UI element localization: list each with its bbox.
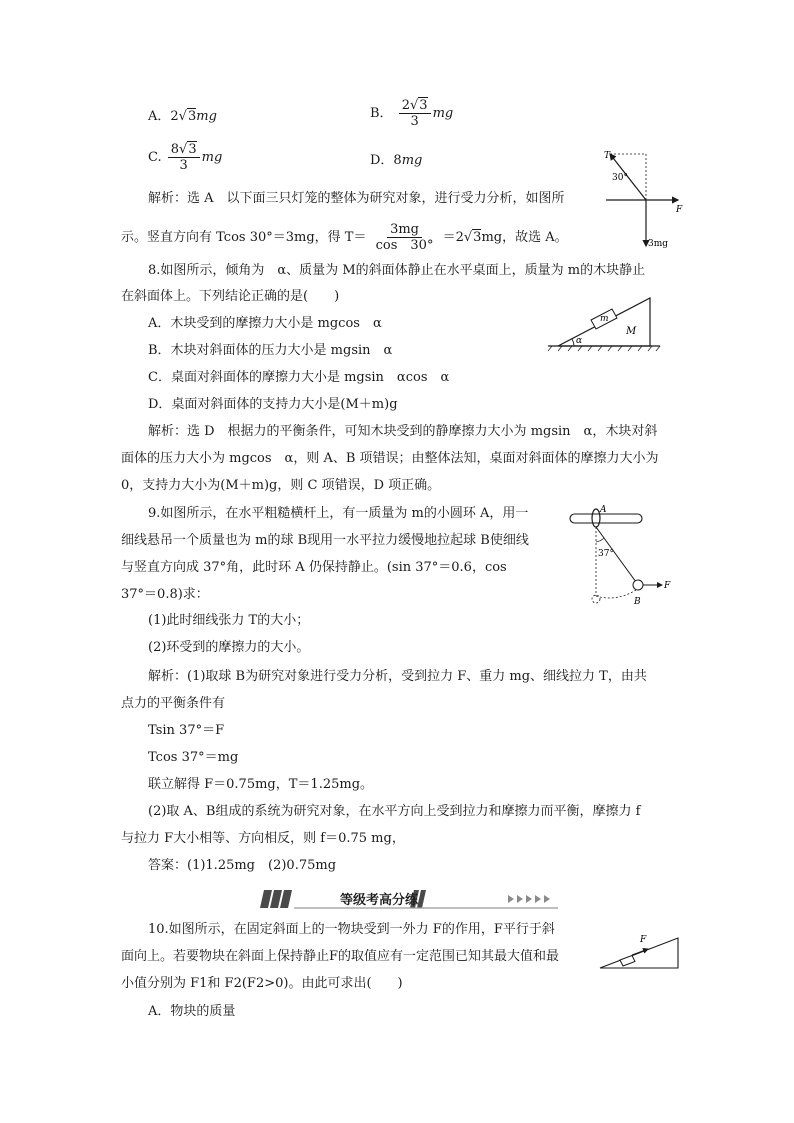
q8-explanation-line2: 面体的压力大小为 mgcos α，则 A、B 项错误；由整体法知，桌面对斜面体的摩擦力大小为 bbox=[121, 451, 659, 466]
q8-option-c: C．桌面对斜面体的摩擦力大小是 mgsin αcos α bbox=[148, 370, 450, 385]
q9-explanation-line4: 与拉力 F大小相等、方向相反，则 f＝0.75 mg， bbox=[121, 831, 405, 846]
q9-explanation-line3: (2)取 A、B组成的系统为研究对象，在水平方向上受到拉力和摩擦力而平衡，摩擦力 f bbox=[148, 804, 641, 819]
q7-explanation-line1: 解析：选 A 以下面三只灯笼的整体为研究对象，进行受力分析，如图所 bbox=[148, 191, 565, 206]
q7-option-b: B． $\frac{2√3}{3}$ mg bbox=[370, 98, 454, 129]
q8-stem-line1: 8.如图所示，倾角为 α、质量为 M的斜面体静止在水平桌面上，质量为 m的木块静止 bbox=[148, 263, 646, 278]
q8-fig-label-alpha: α bbox=[576, 336, 583, 346]
q8-fig-label-m: m bbox=[600, 314, 609, 324]
q8-option-b: B．木块对斜面体的压力大小是 mgsin α bbox=[148, 343, 393, 358]
q9-stem-line4: 37°＝0.8)求： bbox=[121, 587, 209, 602]
q9-fig-label-angle: 37° bbox=[598, 549, 614, 559]
q10-fig-label-f: F bbox=[640, 935, 647, 945]
q7-explanation-line2: 示。竖直方向有 Tcos 30°＝3mg，得 T＝ $\frac{3mg}{\cos 30^\circ}$ ＝2√3mg，故选 A。 bbox=[121, 222, 568, 253]
q9-ring-ball-diagram bbox=[566, 504, 672, 606]
q9-explanation-line2: 点力的平衡条件有 bbox=[121, 696, 226, 711]
q7-force-diagram bbox=[596, 146, 692, 256]
q7-option-d: D．8mg bbox=[370, 153, 423, 168]
q9-stem-line2: 细线悬吊一个质量也为 m的球 B现用一水平拉力缓慢地拉起球 B使细线 bbox=[121, 533, 529, 548]
q7-fig-label-f: F bbox=[676, 205, 683, 215]
q9-equation-1: Tsin 37°＝F bbox=[148, 723, 225, 738]
q8-option-d: D．桌面对斜面体的支持力大小是(M＋m)g bbox=[148, 397, 398, 412]
q8-stem-line2: 在斜面体上。下列结论正确的是( ) bbox=[121, 289, 340, 304]
q8-explanation-line3: 0，支持力大小为(M＋m)g，则 C 项错误，D 项正确。 bbox=[121, 478, 441, 493]
q9-fig-label-b: B bbox=[634, 597, 641, 606]
q10-stem-line2: 面向上。若要物块在斜面上保持静止F的取值应有一定范围已知其最大值和最 bbox=[121, 949, 560, 964]
q10-incline-diagram bbox=[598, 928, 682, 972]
q8-explanation-line1: 解析：选 D 根据力的平衡条件，可知木块受到的静摩擦力大小为 mgsin α，木块对斜 bbox=[148, 424, 658, 439]
q9-stem-line1: 9.如图所示，在水平粗糙横杆上，有一质量为 m的小圆环 A，用一 bbox=[148, 506, 529, 521]
q9-sub2: (2)环受到的摩擦力的大小。 bbox=[148, 640, 310, 655]
q10-option-a: A．物块的质量 bbox=[148, 1004, 236, 1019]
q9-sub1: (1)此时细线张力 T的大小； bbox=[148, 613, 310, 628]
q10-stem-line3: 小值分别为 F1和 F2(F2>0)。由此可求出( ) bbox=[121, 976, 403, 991]
q9-fig-label-a: A bbox=[600, 505, 607, 515]
section-title: 等级考高分练 bbox=[340, 893, 419, 908]
q7-fig-label-angle: 30° bbox=[612, 173, 628, 183]
q8-option-a: A．木块受到的摩擦力大小是 mgcos α bbox=[148, 316, 382, 331]
q9-fig-label-f: F bbox=[664, 581, 671, 591]
q9-equation-3: 联立解得 F＝0.75mg，T＝1.25mg。 bbox=[148, 777, 374, 792]
q9-stem-line3: 与竖直方向成 37°角，此时环 A 仍保持静止。(sin 37°＝0.6，cos bbox=[121, 560, 507, 575]
q10-stem-line1: 10.如图所示，在固定斜面上的一物块受到一外力 F的作用，F平行于斜 bbox=[148, 922, 555, 937]
q9-answer: 答案：(1)1.25mg (2)0.75mg bbox=[148, 858, 337, 873]
q9-explanation-line1: 解析：(1)取球 B为研究对象进行受力分析，受到拉力 F、重力 mg、细线拉力 T，由共 bbox=[148, 669, 647, 684]
q7-option-a: A．2√3mg bbox=[148, 109, 217, 124]
q7-fig-label-t: T bbox=[604, 151, 611, 161]
q8-fig-label-big-m: M bbox=[626, 326, 637, 337]
q7-option-c: C. $\frac{8√3}{3}$ mg bbox=[148, 142, 223, 173]
q8-incline-diagram bbox=[548, 294, 664, 352]
q9-equation-2: Tcos 37°＝mg bbox=[148, 750, 239, 765]
q7-fig-label-weight: 3mg bbox=[648, 239, 669, 249]
